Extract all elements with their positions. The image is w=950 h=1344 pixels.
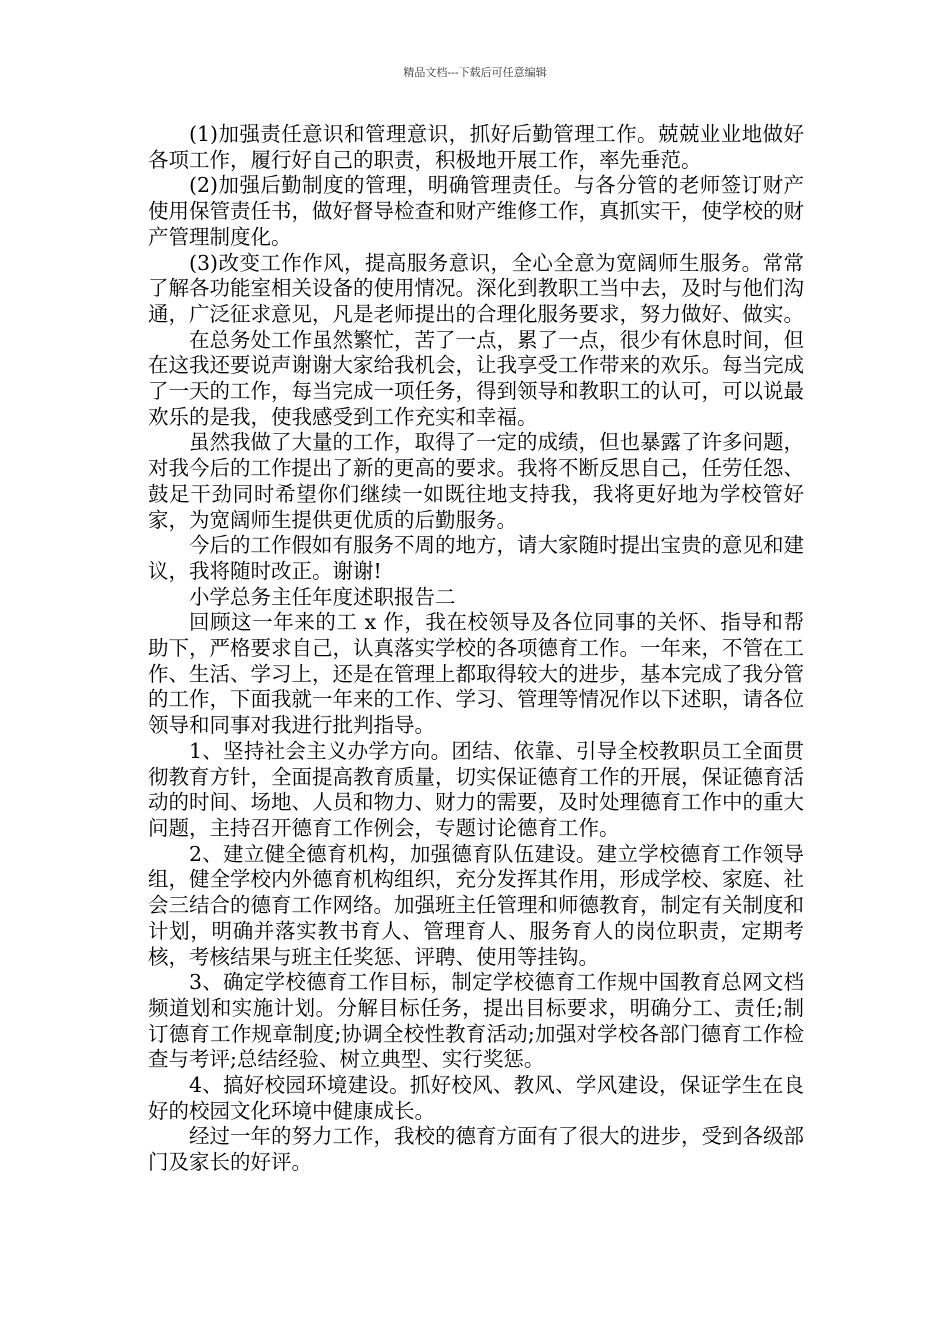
document-body [148,122,804,1176]
paragraph: 回顾这一年来的工 x 作，我在校领导及各位同事的关怀、指导和帮助下，严格要求自己，认真落实学校的各项德育工作。一年来，不管在工作、生活、学习上，还是在管理上都取得较大的进步，基本完成了我分管的工作，下面我就一年来的工作、学习、管理等情况作以下述职，请各位领导和同事对我进行批判指导。 [148,610,804,738]
paragraph: 3、确定学校德育工作目标，制定学校德育工作规中国教育总网文档频道划和实施计划。分解目标任务，提出目标要求，明确分工、责任;制订德育工作规章制度;协调全校性教育活动;加强对学校各部门德育工作检查与考评;总结经验、树立典型、实行奖惩。 [148,970,804,1072]
paragraph: 2、建立健全德育机构，加强德育队伍建设。建立学校德育工作领导组，健全学校内外德育机构组织，充分发挥其作用，形成学校、家庭、社会三结合的德育工作网络。加强班主任管理和师德教育，制定有关制度和计划，明确并落实教书育人、管理育人、服务育人的岗位职责，定期考核，考核结果与班主任奖惩、评聘、使用等挂钩。 [148,841,804,969]
page-header: 精品文档---下载后可任意编辑 [403,66,547,79]
paragraph: 今后的工作假如有服务不周的地方，请大家随时提出宝贵的意见和建议，我将随时改正。谢谢! [148,533,804,583]
paragraph: 虽然我做了大量的工作，取得了一定的成绩，但也暴露了许多问题，对我今后的工作提出了新的更高的要求。我将不断反思自己，任劳任怨、鼓足干劲同时希望你们继续一如既往地支持我，我将更好地为学校管好家，为宽阔师生提供更优质的后勤服务。 [148,430,804,532]
paragraph: (2)加强后勤制度的管理，明确管理责任。与各分管的老师签订财产使用保管责任书，做好督导检查和财产维修工作，真抓实干，使学校的财产管理制度化。 [148,173,804,249]
paragraph: 1、坚持社会主义办学方向。团结、依靠、引导全校教职员工全面贯彻教育方针，全面提高教育质量，切实保证德育工作的开展，保证德育活动的时间、场地、人员和物力、财力的需要，及时处理德育工作中的重大问题，主持召开德育工作例会，专题讨论德育工作。 [148,738,804,840]
section-title: 小学总务主任年度述职报告二 [189,584,456,609]
paragraph: (1)加强责任意识和管理意识，抓好后勤管理工作。兢兢业业地做好各项工作，履行好自己的职责，积极地开展工作，率先垂范。 [148,122,804,172]
paragraph: 4、搞好校园环境建设。抓好校风、教风、学风建设，保证学生在良好的校园文化环境中健康成长。 [148,1073,804,1123]
paragraph: (3)改变工作作风，提高服务意识，全心全意为宽阔师生服务。常常了解各功能室相关设备的使用情况。深化到教职工当中去，及时与他们沟通，广泛征求意见，凡是老师提出的合理化服务要求，努力做好、做实。 [148,250,804,326]
paragraph: 经过一年的努力工作，我校的德育方面有了很大的进步，受到各级部门及家长的好评。 [148,1124,804,1175]
paragraph: 在总务处工作虽然繁忙，苦了一点，累了一点，很少有休息时间，但在这我还要说声谢谢大家给我机会，让我享受工作带来的欢乐。每当完成了一天的工作，每当完成一项任务，得到领导和教职工的认可，可以说最欢乐的是我，使我感受到工作充实和幸福。 [148,327,804,429]
